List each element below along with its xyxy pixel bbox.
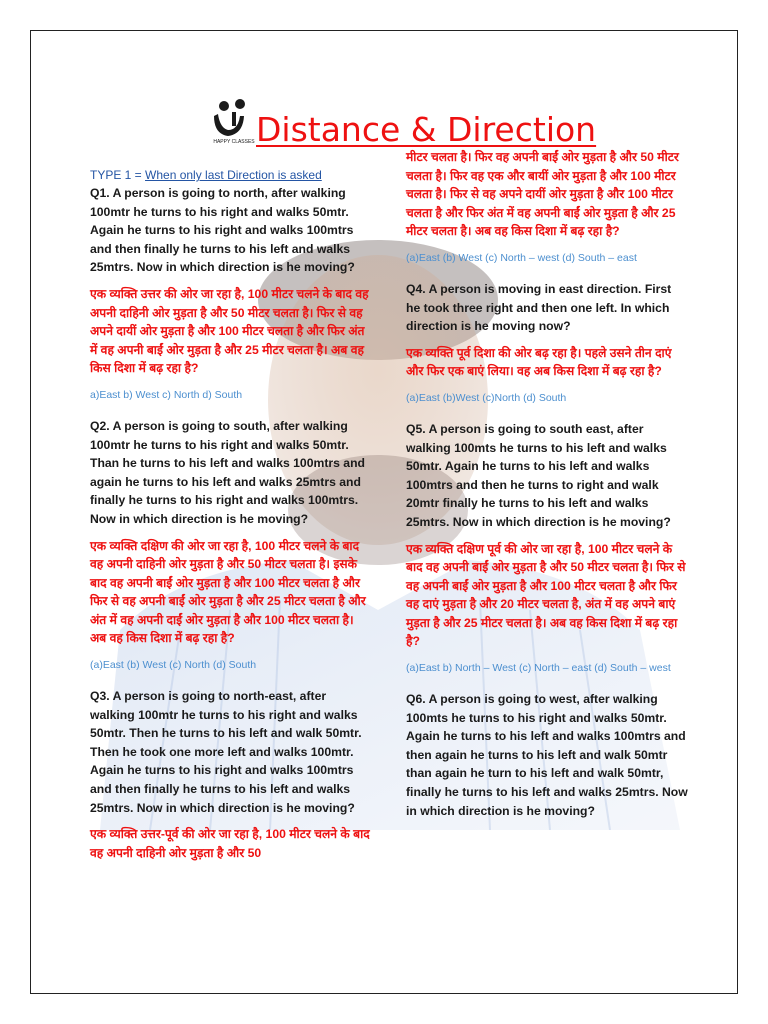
type-heading — [90, 168, 372, 182]
question-2-english: Q2. A person is going to south, after walking 100mtr he turns to his right and walks 50mtr. Than he turns to his left and walks 100mtrs and again he turns to his left and walks 25mtrs and finally he turns to his right and walks 100mtrs. Now in which direction is he moving? — [90, 418, 365, 526]
question-4-hindi: एक व्यक्ति पूर्व दिशा की ओर बढ़ रहा है। पहले उसने तीन दाएं और फिर एक बाएं लिया। वह अब किस दिशा में बढ़ रहा है? — [406, 345, 672, 379]
left-column — [90, 168, 372, 872]
question-5-english: Q5. A person is going to south east, after walking 100mts he turns to his left and walks 50mtr. Again he turns to his left and walks 100mtrs and then he turns to right and walk 20mtr finally he turns to his left and walks 25mtrs. Now in which direction is he moving? — [406, 421, 671, 529]
type-label: TYPE 1 = — [90, 168, 146, 182]
right-column — [406, 148, 688, 828]
question-4-english: Q4. A person is moving in east direction. First he took three right and then one left. In which direction is he moving now? — [406, 281, 672, 334]
page-title: Distance & Direction — [256, 110, 597, 149]
question-3-hindi-start: एक व्यक्ति उत्तर-पूर्व की ओर जा रहा है, 100 मीटर चलने के बाद वह अपनी दाहिनी ओर मुड़ता है और 50 — [90, 827, 370, 860]
question-2-hindi: एक व्यक्ति दक्षिण की ओर जा रहा है, 100 मीटर चलने के बाद वह अपनी दाहिनी ओर मुड़ता है और 50 मीटर चलता है। इसके बाद वह अपनी बाईं ओर मुड़ता है और 100 मीटर चलता है और फिर से वह अपनी बाईं ओर मुड़ता है और 25 मीटर चलता है और अंत में वह अपनी दाईं ओर मुड़ता है और 100 मीटर चलता है। अब वह किस दिशा में बढ़ रहा है? — [90, 538, 366, 646]
question-1-english: Q1. A person is going to north, after walking 100mtr he turns to his right and walks 50mtr. Again he turns to his right and walks 100mtrs and then finally he turns to his left and walks 25mtrs. Now in which direction is he moving? — [90, 186, 355, 275]
type-description: When only last Direction is asked — [145, 168, 322, 182]
question-6-english: Q6. A person is going to west, after walking 100mts he turns to his right and walks 50mtr. Again he turns to his left and walks 100mtrs and then again he turns to his left and walk 50mtr than again he turn to his left and walk 50mtr, finally he turns to his left and walks 25mtrs. Now in which direction is he moving? — [406, 692, 688, 818]
question-3-english: Q3. A person is going to north-east, after walking 100mtr he turns to his right and walks 50mtr. Then he turns to his left and walk 50mtr. Then he took one more left and walks 100mtr. Again he turns to his right and walks 100mtrs and then finally he turns to his left and walks 25mtrs. Now in which direction is he moving? — [90, 689, 362, 815]
question-5-hindi: एक व्यक्ति दक्षिण पूर्व की ओर जा रहा है, 100 मीटर चलने के बाद वह अपनी बाईं ओर मुड़ता है और 50 मीटर चलता है। फिर से वह अपनी बाईं ओर मुड़ता है और 100 मीटर चलता है और फिर वह दाएं मुड़ता है और 20 मीटर चलता है, अंत में वह अपने बाएं मुड़ता है और 25 मीटर चलता है। अब वह किस दिशा में बढ़ रहा है? — [406, 541, 686, 649]
logo-text: HAPPY CLASSES — [213, 139, 255, 144]
question-1-options: a)East b) West c) North d) South — [90, 388, 243, 401]
happy-classes-logo-icon — [210, 96, 258, 144]
question-4-options: (a)East (b)West (c)North (d) South — [406, 391, 567, 404]
question-3-options: (a)East (b) West (c) North – west (d) South – east — [406, 251, 637, 264]
question-2-options: (a)East (b) West (c) North (d) South — [90, 659, 257, 672]
question-3-hindi-continued: मीटर चलता है। फिर वह अपनी बाईं ओर मुड़ता है और 50 मीटर चलता है। फिर वह एक और बायीं ओर मुड़ता है और 100 मीटर चलता है। फिर से वह अपने दायीं ओर मुड़ता है और 100 मीटर चलता है और फिर अंत में वह अपनी बाईं ओर मुड़ता है और 25 मीटर चलता है। अब वह किस दिशा में बढ़ रहा है? — [406, 150, 679, 239]
question-5-options: (a)East b) North – West (c) North – east (d) South – west — [406, 662, 671, 675]
question-1-hindi: एक व्यक्ति उत्तर की ओर जा रहा है, 100 मीटर चलने के बाद वह अपनी दाहिनी ओर मुड़ता है और 50 मीटर चलता है। फिर से वह अपने दायीं ओर मुड़ता है और 100 मीटर चलता है और फिर अंत में वह अपनी बाईं ओर मुड़ता है और 25 मीटर चलता है। अब वह किस दिशा में बढ़ रहा है? — [90, 286, 369, 376]
